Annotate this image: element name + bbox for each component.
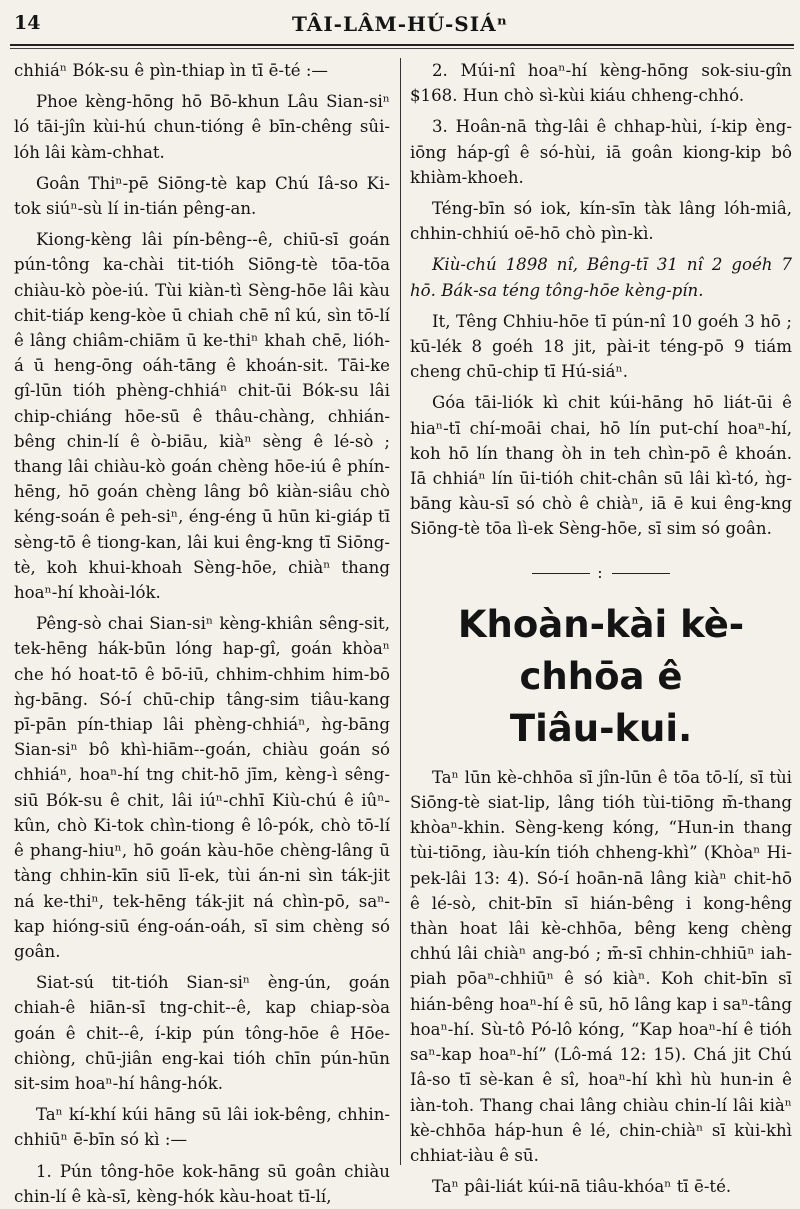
paragraph: chhiáⁿ Bók-su ê pìn-thiap ìn tī ē-té :— <box>14 61 329 80</box>
paragraph: Pêng-sò chai Sian-siⁿ kèng-khiân sêng-sit, tek-hēng hák-būn lóng hap-gî, goán khòaⁿ che hó hoat-tō ê bō-iū, chhim-chhim him-bō ǹg-bāng. Só-í chū-chip tâng-sim tiâu-kang pī-pān pín-thiap lâi phèng-chhiáⁿ, ǹg-bāng Sian-siⁿ bô khì-hiām--goán, chiàu goán só chhiáⁿ, hoaⁿ-hí tng chit-hō jīm, kèng-ì sêng-siū Bók-su ê chit, lâi iúⁿ-chhī Kiù-chú ê iûⁿ-kûn, chò Ki-tok chìn-tiong ê lô-pók, chò tō-lí ê phang-hiuⁿ, hō goán kàu-hōe chèng-lâng ū tàng chhin-kīn siū lī-ek, tùi án-ni sìn ták-jit ná ke-thiⁿ, tek-hēng ták-jit ná chìn-pō, saⁿ-kap hióng-siū éng-oán-oáh, sī sim chèng só goân. <box>14 614 390 961</box>
paragraph: Taⁿ lūn kè-chhōa sī jîn-lūn ê tōa tō-lí, sī tùi Siōng-tè siat-lip, lâng tióh tùi-tiōng m̄-thang khòaⁿ-khin. Sèng-keng kóng, “Hun-in thang tùi-tiōng, iàu-kín tióh chheng-khì” (Khòaⁿ Hi-pek-lâi 13: 4). Só-í hoān-nā lâng kiàⁿ chit-hō ê lé-sò, chit-bīn sī hián-bêng i kong-hêng thàn hoat lâi kè-chhōa, bêng keng chèng chhú lâi chiàⁿ ang-bó ; m̄-sī chhin-chhiūⁿ iah-piah pōaⁿ-chhiūⁿ ê só kiàⁿ. Koh chit-bīn sī hián-bêng hoaⁿ-hí ê sū, hō lâng kap i saⁿ-tâng hoaⁿ-hí. Sù-tô Pó-lô kóng, “Kap hoaⁿ-hí ê tióh saⁿ-kap hoaⁿ-hí” (Lô-má 12: 15). Chá jit Chú Iâ-so tī sè-kan ê sî, hoaⁿ-hí khì hù hun-in ê iàn-toh. Thang chai lâng chiàu chin-lí lâi kiàⁿ kè-chhōa háp-hun ê lé, chin-chiàⁿ sī kùi-khì chhiat-iàu ê sū. <box>410 767 792 1165</box>
article-title-line-2: Tiâu-kui. <box>509 706 693 750</box>
paragraph: Taⁿ kí-khí kúi hāng sū lâi iok-bêng, chhin-chhiūⁿ ē-bīn só kì :— <box>14 1105 390 1150</box>
paragraph: Téng-bīn só iok, kín-sīn tàk lâng lóh-miâ, chhin-chhiú oē-hō chò pìn-kì. <box>410 199 792 244</box>
page-header <box>0 0 800 42</box>
header-rule <box>10 44 794 46</box>
paragraph: Goân Thiⁿ-pē Siōng-tè kap Chú Iâ-so Ki-tok siúⁿ-sù lí in-tián pêng-an. <box>14 173 390 219</box>
article-title-line-1: Khoàn-kài kè-chhōa ê <box>457 602 745 698</box>
paragraph: 3. Hoân-nā tǹg-lâi ê chhap-hùi, í-kip èng-iōng háp-gî ê só-hùi, iā goân kiong-kip bô khiàm-khoeh. <box>410 117 792 187</box>
separator-mark: : <box>597 562 605 582</box>
article-title <box>410 599 792 755</box>
left-column <box>14 58 390 1206</box>
paragraph: Siat-sú tit-tióh Sian-siⁿ èng-ún, goán chiah-ê hiān-sī tng-chit--ê, kap chiap-sòa goán ê chit--ê, í-kip pún tông-hōe ê Hōe-chiòng, chū-jiân eng-kai tióh chīn pún-hūn sit-sim hoaⁿ-hí hâng-hók. <box>14 973 390 1093</box>
right-column <box>410 58 792 1197</box>
letter-continuation <box>410 58 792 542</box>
section-separator <box>410 560 792 585</box>
paragraph: Góa tāi-liók kì chit kúi-hāng hō liát-ūi ê hiaⁿ-tī chí-moāi chai, hō lín put-chí hoaⁿ-hí, koh hō lín thang òh in teh chìn-pō ê khoán. Iā chhiáⁿ lín ūi-tióh chit-chân sū lâi kì-tó, ǹg-bāng kàu-sī só chò ê chiàⁿ, iā ē kui êng-kng Siōng-tè tōa lì-ek Sèng-hōe, sī sim só goân. <box>410 393 792 539</box>
column-divider <box>400 58 401 1165</box>
paragraph: Phoe kèng-hōng hō Bō-khun Lâu Sian-siⁿ ló tāi-jîn kùi-hú chun-tióng ê bīn-chêng sûi-lóh lâi kàm-chhat. <box>14 92 390 162</box>
paragraph: Taⁿ pâi-liát kúi-nā tiâu-khóaⁿ tī ē-té. <box>432 1177 732 1197</box>
paragraph: 1. Pún tông-hōe kok-hāng sū goân chiàu chin-lí ê kà-sī, kèng-hók kàu-hoat tī-lí, <box>14 1161 390 1206</box>
paragraph: 2. Múi-nî hoaⁿ-hí kèng-hōng sok-siu-gîn $168. Hun chò sì-kùi kiáu chheng-chhó. <box>410 61 792 106</box>
running-title: TÂI-LÂM-HÚ-SIÁⁿ <box>292 12 508 36</box>
paragraph: It, Têng Chhiu-hōe tī pún-nî 10 goéh 3 hō ; kū-lék 8 goéh 18 jit, pài-it téng-pō 9 tiám cheng chū-chip tī Hú-siáⁿ. <box>410 311 792 382</box>
paragraph: Kiong-kèng lâi pín-bêng--ê, chiū-sī goán pún-tông ka-chài tit-tióh Siōng-tè tōa-tōa chiàu-kò pòe-iú. Tùi kiàn-tì Sèng-hōe lâi kàu chit-tiáp keng-kòe ū chiah chē nî kú, sìn tō-lí ê lâng chiâm-chiām ū ke-thiⁿ khah chē, lióh-á ū heng-ōng oáh-tāng ê khoán-sit. Tāi-ke gî-lūn tióh phèng-chhiáⁿ chit-ūi Bók-su lâi chip-chiáng hōe-sū ê thâu-chàng, chhián-bêng chin-lí ê ò-biāu, kiàⁿ sèng ê lé-sò ; thang lâi chiàu-kò goán chèng hōe-iú ê phín-hēng, hō goán chèng lâng bô kiàn-siâu chò kéng-soán ê peh-siⁿ, éng-éng ū hūn ki-giáp tī sèng-tō ê tiong-kan, lâi kui êng-kng tī Siōng-tè, koh khui-khoah Sèng-hōe, chiàⁿ thang hoaⁿ-hí khoài-lók. <box>14 230 390 603</box>
article-body <box>410 765 792 1199</box>
paragraph: Kiù-chú 1898 nî, Bêng-tī 31 nî 2 goéh 7 hō. Bák-sa téng tông-hōe kèng-pín. <box>410 255 792 300</box>
page-number: 14 <box>14 12 41 34</box>
header-rule-thin <box>10 48 794 49</box>
